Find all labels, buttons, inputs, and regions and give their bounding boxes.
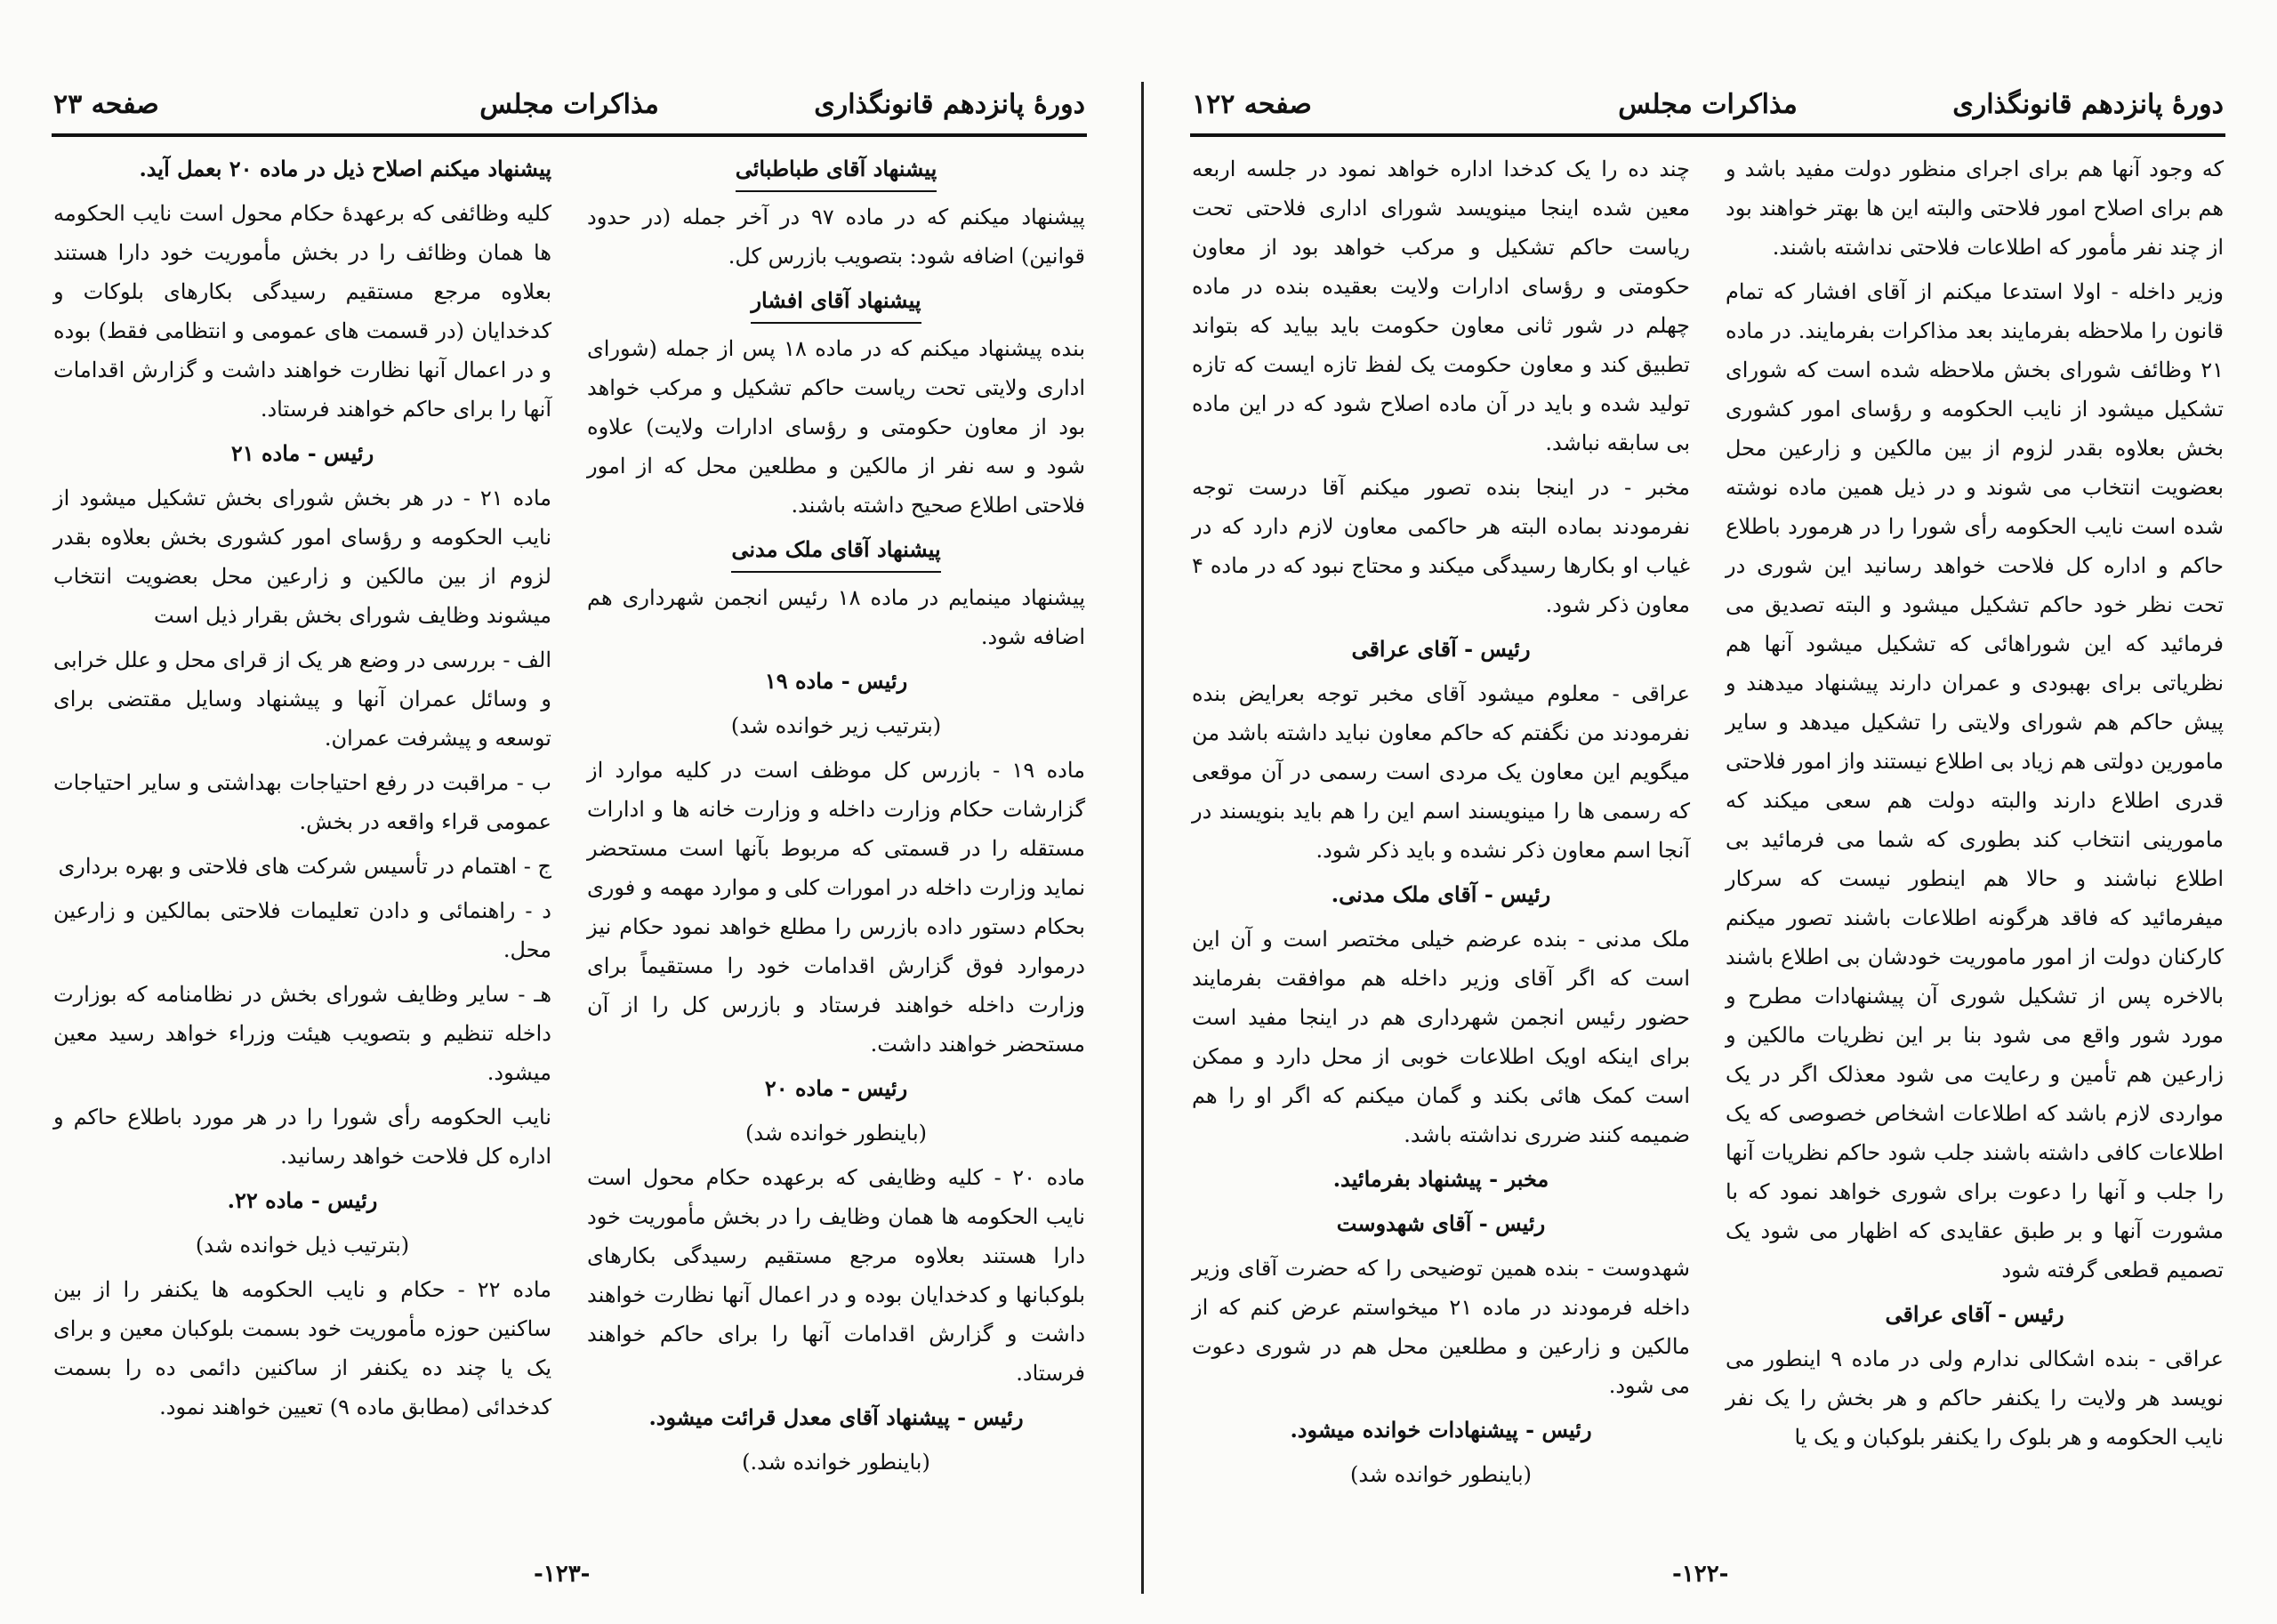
speaker-line: رئیس - ماده ۲۰ [764,1075,908,1101]
paragraph: ماده ۲۲ - حکام و نایب الحکومه ها یکنفر را از بین ساکنین حوزه مأموریت خود بسمت بلوکبان معین و برای یک یا چند ده یکنفر از ساکنین دائمی ده را بسمت کدخدائی (مطابق ماده ۹) تعیین خواهند نمود. [53,1277,551,1419]
speaker-line: رئیس - آقای عراقی [1885,1301,2064,1327]
paragraph: عراقی - بنده اشکالی ندارم ولی در ماده ۹ اینطور می نویسد هر ولایت را یکنفر حاکم و هر بخش را یک نفر نایب الحکومه و هر بلوک را یکنفر بلوکبان و یک یا [1726,1347,2225,1450]
reading-note: (بترتیب زیر خوانده شد) [730,713,942,738]
proposal-heading: پیشنهاد آقای طباطبائی [736,149,937,192]
left-header-term-title: دورهٔ پانزدهم قانونگذاری [814,89,1085,120]
left-page [0,0,1138,1624]
speaker-line: رئیس - آقای شهدوست [1336,1210,1546,1236]
speaker-line: مخبر - پیشنهاد بفرمائید. [1332,1166,1549,1192]
right-header-rule [1190,133,2225,137]
reading-note: (بترتیب ذیل خوانده شد) [195,1233,410,1258]
right-header-term-title: دورهٔ پانزدهم قانونگذاری [1952,89,2224,120]
paragraph: بنده پیشنهاد میکنم که در ماده ۱۸ پس از جمله (شورای اداری ولایتی تحت ریاست حاکم تشکیل و مرکب خواهد بود از معاون حکومتی و رؤسای ادارات ولایت) علاوه شود و سه نفر از مالکین و مطلعین محل که از امور فلاحتی اطلاع صحیح داشته باشند. [587,336,1085,518]
reading-note: (باینطور خوانده شد.) [742,1450,930,1475]
paragraph: د - راهنمائی و دادن تعلیمات فلاحتی بمالکین و زارعین محل. [53,898,551,962]
left-header-rule [52,133,1087,137]
paragraph: الف - بررسی در وضع هر یک از قرای محل و علل خرابی و وسائل عمران آنها و پیشنهاد وسایل مقتضی برای توسعه و پیشرفت عمران. [53,647,551,751]
right-header-session-title: مذاکرات مجلس [1618,89,1798,120]
proposal-heading: پیشنهاد آقای ملک مدنی [731,530,940,573]
right-page-header [1192,89,2224,132]
proposal-heading: پیشنهاد آقای افشار [751,281,921,324]
reading-note: (باینطور خوانده شد) [1349,1462,1533,1487]
paragraph: کلیه وظائفی که برعهدهٔ حکام محول است نایب الحکومه ها همان وظائف را در بخش مأموریت خود دارا هستند بعلاوه مرجع مستقیم رسیدگی بکارهای بلوکات و کدخدایان (در قسمت های عمومی و انتظامی فقط) بوده و در اعمال آنها نظارت خواهند داشت و گزارش اقدامات آنها را برای حاکم خواهند فرستاد. [53,201,551,422]
paragraph: وزیر داخله - اولا استدعا میکنم از آقای افشار که تمام قانون را ملاحظه بفرمایند بعد مذاکرات بفرمایند. در ماده ۲۱ وظائف شورای بخش ملاحظه شده است که شورای تشکیل میشود از نایب الحکومه و رؤسای امور کشوری بخش بعلاوه بقدر لزوم از بین مالکین و زارعین محل بعضویت انتخاب می شوند و در ذیل همین ماده نوشته شده است نایب الحکومه رأی شورا را در هرمورد باطلاع حاکم و اداره کل فلاحت خواهد رسانید این شوری در تحت نظر خود حاکم تشکیل میشود و البته تصدیق می فرمائید که این شوراهائی که تشکیل میشود آنها هم نظریاتی برای بهبودی و عمران دارند پیشنهاد میدهند و پیش حاکم هم شورای ولایتی را تشکیل میدهد و سایر مامورین دولتی هم زیاد بی اطلاع نیستند واز امور فلاحتی قدری اطلاع دارند والبته دولت هم سعی میکند که مامورینی انتخاب کند بطوری که شما می فرمائید بی اطلاع نباشند و حالا هم اینطور نیست که سرکار میفرمائید که فاقد هرگونه اطلاعات باشند تصور میکنم کارکنان دولت از امور ماموریت خودشان بی اطلاع باشند بالاخره پس از تشکیل شوری آن پیشنهادات مطرح و مورد شور واقع می شود بنا بر این نظریات مالکین و زارعین هم تأمین و رعایت می شود معذلک اگر در یک مواردی لازم باشد که اطلاعات اشخاص خصوصی که یک اطلاعات کافی داشته باشند جلب شود حاکم نظریات آنها را جلب و آنها را دعوت برای شوری خواهد نمود که با مشورت آنها و بر طبق عقایدی که اظهار می شود یک تصمیم قطعی گرفته شود [1726,279,2224,1282]
speaker-line: رئیس - آقای عراقی [1351,636,1531,662]
speaker-line: رئیس - ماده ۲۱ [230,440,374,466]
paragraph: ماده ۲۰ - کلیه وظایفی که برعهده حکام محول است نایب الحکومه ها همان وظایف را در بخش مأموریت خود دارا هستند بعلاوه مرجع مستقیم رسیدگی بکارهای بلوکبانها و کدخدایان بوده و در اعمال آنها نظارت خواهند داشت و گزارش اقدامات آنها را برای حاکم خواهند فرستاد. [587,1165,1085,1386]
paragraph: ج - اهتمام در تأسیس شرکت های فلاحتی و بهره برداری [58,854,551,879]
reading-note: (باینطور خوانده شد) [744,1121,928,1146]
paragraph: چند ده را یک کدخدا اداره خواهد نمود در جلسه اربعه معین شده اینجا مینویسد شورای اداری فلاحتی تحت ریاست حاکم تشکیل و مرکب خواهد بود از معاون حکومتی و رؤسای ادارات ولایت بعقیده بنده در ماده چهلم در شور ثانی معاون حکومت باید بیاید که بتواند تطبیق کند و معاون حکومت یک لفظ تازه ایست که تازه تولید شده و باید در آن ماده اصلاح شود که در این ماده بی سابقه نباشد. [1192,157,1690,455]
right-page-column-right [1726,149,2224,1462]
speaker-line: رئیس - پیشنهاد آقای معدل قرائت میشود. [648,1404,1024,1430]
right-page-folio: -۱۲۲- [1672,1561,1729,1588]
paragraph: پیشنهاد میکنم اصلاح ذیل در ماده ۲۰ بعمل آید. [139,156,551,181]
speaker-line: رئیس - پیشنهادات خوانده میشود. [1290,1417,1592,1443]
left-header-session-title: مذاکرات مجلس [479,89,659,120]
right-page-column-left [1192,149,1690,1499]
speaker-line: رئیس - آقای ملک مدنی. [1331,881,1551,907]
paragraph: شهدوست - بنده همین توضیحی را که حضرت آقای وزیر داخله فرمودند در ماده ۲۱ میخواستم عرض کنم که از مالکین و زارعین و مطلعین محل هم در شوری دعوت می شود. [1192,1256,1691,1398]
speaker-line: رئیس - ماده ۱۹ [764,668,908,694]
speaker-line: رئیس - ماده ۲۲. [227,1187,378,1213]
paragraph: نایب الحکومه رأی شورا را در هر مورد باطلاع حاکم و اداره کل فلاحت خواهد رسانید. [53,1105,551,1169]
paragraph: عراقی - معلوم میشود آقای مخبر توجه بعرایض بنده نفرمودند من نگفتم که حاکم معاون نباید داشته باشد من میگویم این معاون یک مردی است رسمی در آن موقعی که رسمی ها را مینویسند اسم این را هم باید بنویسند در آنجا اسم معاون ذکر نشده و باید ذکر شود. [1192,681,1690,863]
paragraph: که وجود آنها هم برای اجرای منظور دولت مفید باشد و هم برای اصلاح امور فلاحتی والبته این ها بهتر خواهند بود از چند نفر مأمور که اطلاعات فلاحتی نداشته باشند. [1726,157,2224,260]
paragraph: هـ - سایر وظایف شورای بخش در نظامنامه که بوزارت داخله تنظیم و بتصویب هیئت وزراء خواهد رسید معین میشود. [53,982,551,1085]
paragraph: ملک مدنی - بنده عرضم خیلی مختصر است و آن این است که اگر آقای وزیر داخله هم موافقت بفرمایند حضور رئیس انجمن شهرداری هم در اینجا مفید است برای اینکه اویک اطلاعات خوبی از محل دارد و ممکن است کمک هائی بکند و گمان میکنم که اگر او را هم ضمیمه کنند ضرری نداشته باشد. [1192,927,1690,1147]
left-page-column-right [587,149,1085,1487]
paragraph: پیشنهاد مینمایم در ماده ۱۸ رئیس انجمن شهرداری هم اضافه شود. [587,585,1085,649]
paragraph: پیشنهاد میکنم که در ماده ۹۷ در آخر جمله (در حدود قوانین) اضافه شود: بتصویب بازرس کل. [587,205,1085,269]
paragraph: ماده ۲۱ - در هر بخش شورای بخش تشکیل میشود از نایب الحکومه و رؤسای امور کشوری بخش بعلاوه بقدر لزوم از بین مالکین و زارعین محل بعضویت انتخاب میشوند وظایف شورای بخش بقرار ذیل است [53,486,552,628]
right-page [1138,0,2277,1624]
right-header-page-label: صفحه ۱۲۲ [1192,89,1312,120]
paragraph: مخبر - در اینجا بنده تصور میکنم آقا درست توجه نفرمودند بماده البته هر حاکمی معاون لازم دارد که در غیاب او بکارها رسیدگی میکند و محتاج نبود که در ماده ۴ معاون ذکر شود. [1192,475,1690,617]
left-page-column-left [53,149,551,1432]
paragraph: ب - مراقبت در رفع احتیاجات بهداشتی و سایر احتیاجات عمومی قراء واقعه در بخش. [53,770,551,834]
left-header-page-label: صفحه ۲۳ [53,89,159,120]
paragraph: ماده ۱۹ - بازرس کل موظف است در کلیه موارد از گزارشات حکام وزارت داخله و وزارت خانه ها و ادارات مستقله را در قسمتی که مربوط بآنها است مستحضر نماید وزارت داخله در امورات کلی و موارد مهمه و فوری بحکام دستور داده بازرس را مطلع خواهد نمود حکام نیز درموارد فوق گزارش اقدامات خود را مستقیماً برای وزارت داخله خواهند فرستاد و بازرس کل را از آن مستحضر خواهند داشت. [587,758,1085,1057]
left-page-folio: -۱۲۳- [534,1561,591,1588]
left-page-header [53,89,1085,132]
